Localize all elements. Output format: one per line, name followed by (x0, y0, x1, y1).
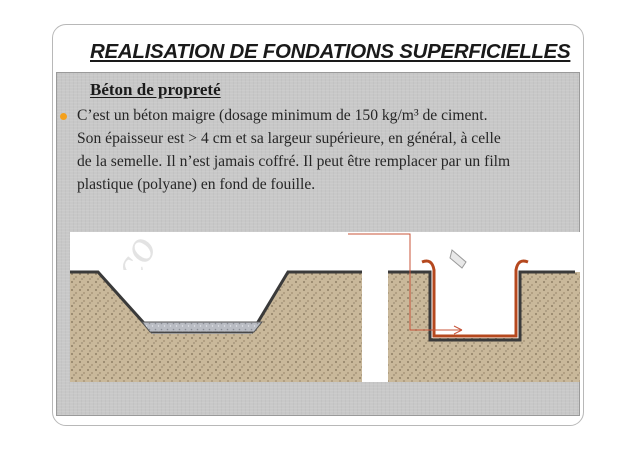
slide-title: REALISATION DE FONDATIONS SUPERFICIELLES (90, 40, 571, 63)
lean-concrete-layer (142, 322, 262, 332)
bullet-text-line: plastique (polyane) en fond de fouille. (77, 176, 316, 193)
section-subheading: Béton de propreté (90, 80, 221, 99)
excavation-with-lean-concrete (70, 270, 362, 382)
bullet-text-line: C’est un béton maigre (dosage minimum de 150 kg/m³ de ciment. (77, 107, 488, 124)
bullet-text (77, 104, 577, 196)
bullet-text-line: de la semelle. Il n’est jamais coffré. Il peut être remplacer par un film (77, 153, 511, 170)
bullet-text-line: Son épaisseur est > 4 cm et sa largeur supérieure, en général, à celle (77, 130, 501, 147)
foundation-illustration (70, 232, 580, 382)
bullet-dot-icon (60, 113, 67, 120)
